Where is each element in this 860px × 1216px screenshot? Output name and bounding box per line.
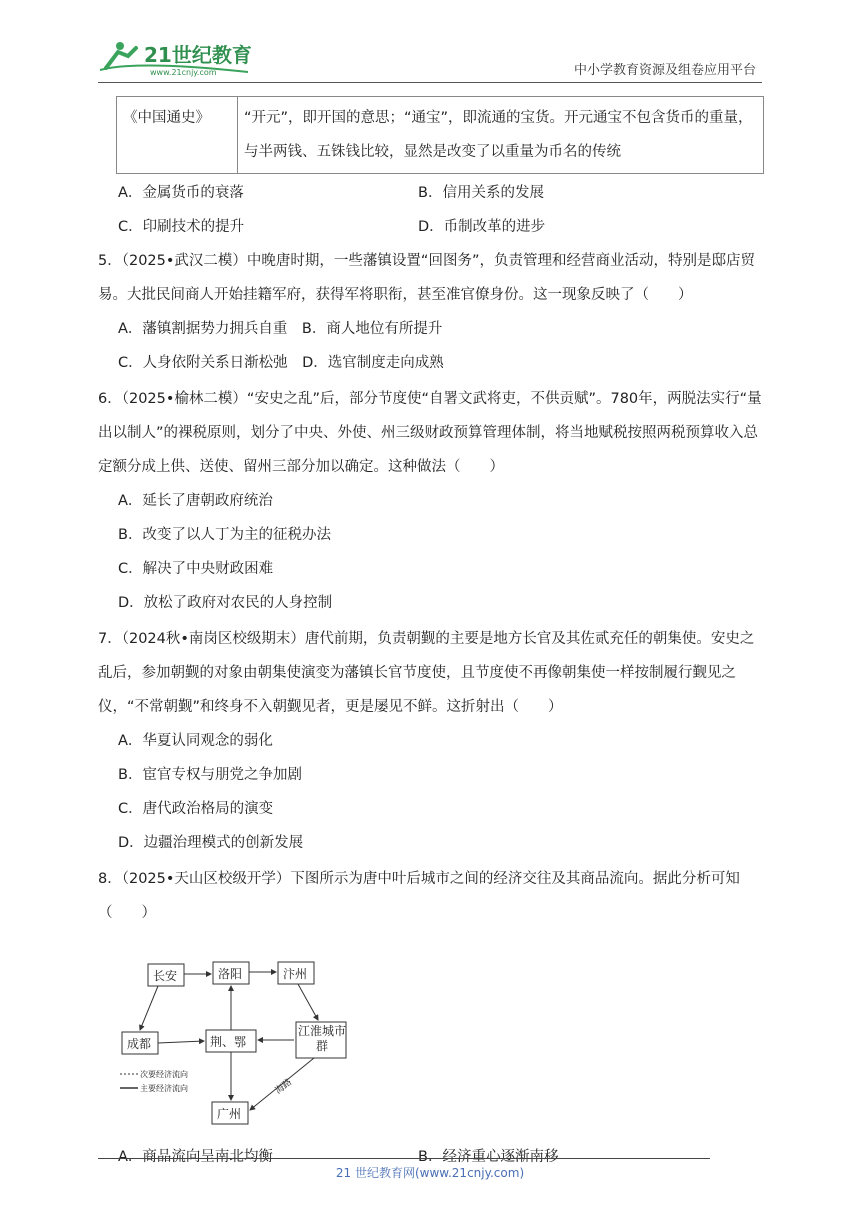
footer-link[interactable]: 21 世纪教育网(www.21cnjy.com): [335, 1166, 525, 1180]
q4-options-cd: [98, 208, 764, 242]
question-5-stem: 5．（2025•武汉二模）中晚唐时期，一些藩镇设置“回图务”，负责管理和经营商业活动，特别是邸店贸易。大批民间商人开始挂籍军府，获得军将职衔，甚至准官僚身份。这一现象反映了（ ）: [98, 253, 755, 303]
source-name: 《中国通史》: [117, 97, 238, 174]
node-jinge: 荆、鄂: [210, 1035, 247, 1049]
q4-option-b[interactable]: B．信用关系的发展: [418, 184, 544, 201]
node-changan: 长安: [153, 969, 178, 983]
platform-name: 中小学教育资源及组卷应用平台: [573, 63, 756, 78]
q7-option-d[interactable]: D．边疆治理模式的创新发展: [118, 835, 304, 851]
node-jianghuai: 江淮城市群: [298, 1024, 346, 1053]
question-6-stem: 6．（2025•榆林二模）“安史之乱”后，部分节度使“自署文武将吏，不供贡赋”。780年，两脱法实行“量出以制人”的裸税原则，划分了中央、外使、州三级财政预算管理体制，将当地赋税按照两税预算收入总定额分成上供、送使、留州三部分加以确定。这种做法（ ）: [98, 391, 762, 475]
source-table: [116, 96, 764, 174]
footer-divider: [98, 1158, 710, 1159]
node-bianzhou: 汴州: [283, 967, 308, 981]
q4-option-d[interactable]: D．币制改革的进步: [418, 218, 546, 235]
q6-option-c[interactable]: C．解决了中央财政困难: [118, 561, 274, 577]
q8-option-b[interactable]: B．经济重心逐渐南移: [418, 1148, 559, 1165]
q5-options-ab[interactable]: A．藩镇割据势力拥兵自重 B．商人地位有所提升: [118, 321, 443, 337]
question-8-stem: 8．（2025•天山区校级开学）下图所示为唐中叶后城市之间的经济交往及其商品流向。据此分析可知（ ）: [98, 871, 740, 921]
question-7-stem: 7．（2024秋•南岗区校级期末）唐代前期，负责朝觐的主要是地方长官及其佐贰充任的朝集使。安史之乱后，参加朝觐的对象由朝集使演变为藩镇长官节度使，且节度使不再像朝集使一样按制履行觐见之仪，“不常朝觐”和终身不入朝觐见者，更是屡见不鲜。这折射出（ ）: [98, 631, 755, 715]
q7-option-a[interactable]: A．华夏认同观念的弱化: [118, 733, 273, 749]
legend-secondary: 次要经济流向: [140, 1070, 188, 1079]
q5-options-cd[interactable]: C．人身依附关系日渐松弛 D．选官制度走向成熟: [118, 355, 444, 371]
document-body: [98, 96, 764, 1172]
legend-main: 主要经济流向: [140, 1084, 188, 1093]
node-luoyang: 洛阳: [218, 967, 243, 981]
svg-text:21世纪教育: 21世纪教育: [144, 43, 252, 67]
site-logo: [98, 38, 258, 78]
trade-flow-diagram: [118, 934, 358, 1134]
page-header: [98, 34, 762, 83]
sea-route-label: 海路: [273, 1077, 295, 1097]
q7-option-b[interactable]: B．宦官专权与朋党之争加剧: [118, 767, 302, 783]
q7-option-c[interactable]: C．唐代政治格局的演变: [118, 801, 274, 817]
node-chengdu: 成都: [127, 1037, 152, 1051]
q4-options-ab: [98, 174, 764, 208]
q6-option-b[interactable]: B．改变了以人丁为主的征税办法: [118, 527, 331, 543]
q8-option-a[interactable]: A．商品流向呈南北均衡: [118, 1148, 273, 1165]
node-guangzhou: 广州: [217, 1107, 242, 1121]
source-text: “开元”，即开国的意思；“通宝”，即流通的宝货。开元通宝不包含货币的重量，与半两钱、五铢钱比较，显然是改变了以重量为币名的传统: [238, 97, 764, 174]
q6-option-d[interactable]: D．放松了政府对农民的人身控制: [118, 595, 333, 611]
q4-option-c[interactable]: C．印刷技术的提升: [118, 218, 245, 235]
q6-option-a[interactable]: A．延长了唐朝政府统治: [118, 493, 273, 509]
svg-text:www.21cnjy.com: www.21cnjy.com: [150, 68, 217, 77]
q4-option-a[interactable]: A．金属货币的衰落: [118, 184, 244, 201]
